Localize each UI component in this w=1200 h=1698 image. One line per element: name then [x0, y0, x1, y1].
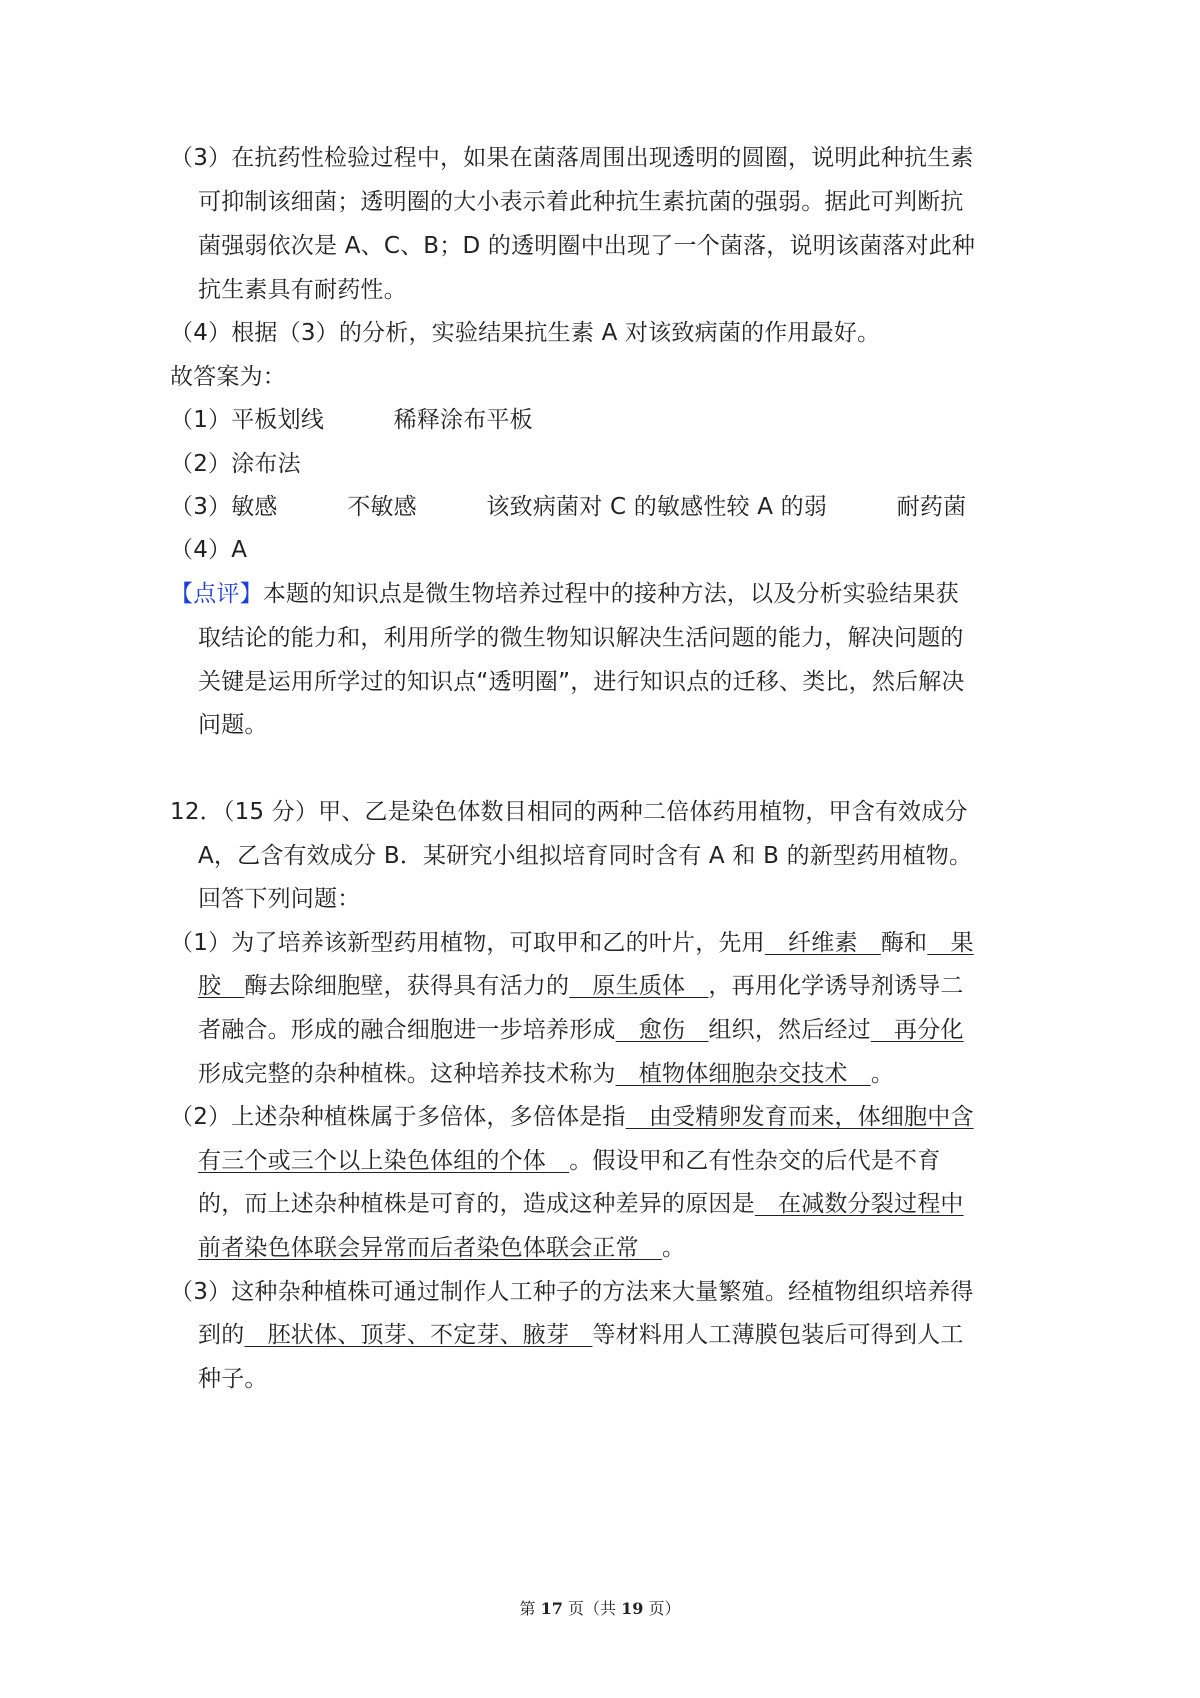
text-span: 等材料用人工薄膜包装后可得到人工 [592, 1322, 964, 1348]
answer-blank: 愈伤 [615, 1017, 709, 1043]
text-span: 形成完整的杂种植株。这种培养技术称为 [198, 1061, 616, 1087]
text-span: （1）为了培养该新型药用植物，可取甲和乙的叶片，先用 [170, 930, 765, 956]
analysis-3-line-4: 抗生素具有耐药性。 [198, 277, 407, 303]
comment-line-2: 取结论的能力和，利用所学的微生物知识解决生活问题的能力，解决问题的 [198, 625, 964, 651]
analysis-3-line-2: 可抑制该细菌；透明圈的大小表示着此种抗生素抗菌的强弱。据此可判断抗 [198, 189, 964, 215]
footer-text: 页） [643, 1599, 681, 1618]
q12-part-2-line-3 [198, 1189, 964, 1219]
answer-3: （3）敏感 不敏感 该致病菌对 C 的敏感性较 A 的弱 耐药菌 [170, 494, 967, 520]
answer-label: 故答案为： [170, 364, 286, 390]
analysis-4-line: （4）根据（3）的分析，实验结果抗生素 A 对该致病菌的作用最好。 [170, 320, 881, 346]
q12-part-2-line-4 [198, 1233, 685, 1263]
comment-line-4: 问题。 [198, 712, 268, 738]
answer-1: （1）平板划线 稀释涂布平板 [170, 407, 533, 433]
q12-part-3-line-1: （3）这种杂种植株可通过制作人工种子的方法来大量繁殖。经植物组织培养得 [170, 1279, 974, 1305]
analysis-3-line-3: 菌强弱依次是 A、C、B；D 的透明圈中出现了一个菌落，说明该菌落对此种 [198, 233, 976, 259]
text-span: 者融合。形成的融合细胞进一步培养形成 [198, 1017, 616, 1043]
footer-text: 第 [519, 1599, 541, 1618]
analysis-3-line-1: （3）在抗药性检验过程中，如果在菌落周围出现透明的圆圈，说明此种抗生素 [170, 145, 974, 171]
comment-text-1: 本题的知识点是微生物培养过程中的接种方法，以及分析实验结果获 [262, 581, 959, 607]
answer-blank: 果 [927, 930, 974, 956]
text-span: 。 [662, 1235, 686, 1261]
answer-blank: 纤维素 [764, 930, 881, 956]
q12-part-1-line-1 [170, 928, 974, 958]
page-footer [0, 1596, 1200, 1619]
q12-part-2-line-1 [170, 1102, 974, 1132]
text-span: 酶去除细胞壁，获得具有活力的 [244, 973, 570, 999]
answer-4: （4）A [170, 537, 248, 563]
q12-part-1-line-4 [198, 1059, 894, 1089]
question-12-line-3: 回答下列问题： [198, 886, 361, 912]
text-span: 组织，然后经过 [708, 1017, 871, 1043]
text-span: 的，而上述杂种植株是可育的，造成这种差异的原因是 [198, 1191, 755, 1217]
answer-blank: 胶 [198, 973, 245, 999]
answer-blank: 有三个或三个以上染色体组的个体 [198, 1148, 570, 1174]
answer-blank: 胚状体、顶芽、不定芽、腋芽 [244, 1322, 593, 1348]
answer-blank: 前者染色体联会异常而后者染色体联会正常 [198, 1235, 662, 1261]
answer-2: （2）涂布法 [170, 451, 301, 477]
text-span: ，再用化学诱导剂诱导二 [708, 973, 964, 999]
footer-text: 页（共 [562, 1599, 622, 1618]
q12-part-2-line-2 [198, 1146, 940, 1176]
text-span: 。假设甲和乙有性杂交的后代是不育 [569, 1148, 941, 1174]
q12-part-1-line-3 [198, 1015, 964, 1045]
answer-blank: 再分化 [870, 1017, 964, 1043]
answer-blank: 原生质体 [569, 973, 709, 999]
text-span: 。 [870, 1061, 895, 1087]
page-number: 17 [540, 1599, 563, 1618]
q12-part-3-line-2 [198, 1320, 964, 1350]
answer-blank: 由受精卵发育而来，体细胞中含 [625, 1104, 974, 1130]
comment-line-1 [170, 579, 959, 609]
q12-part-1-line-2 [198, 971, 964, 1001]
text-span: 酶和 [880, 930, 928, 956]
q12-part-3-line-3: 种子。 [198, 1366, 268, 1392]
page-total: 19 [621, 1599, 644, 1618]
text-span: （2）上述杂种植株属于多倍体，多倍体是指 [170, 1104, 626, 1130]
comment-tag: 【点评】 [170, 581, 263, 607]
question-12-line-1: 12．（15 分）甲、乙是染色体数目相同的两种二倍体药用植物，甲含有效成分 [170, 799, 968, 825]
question-12-line-2: A，乙含有效成分 B．某研究小组拟培育同时含有 A 和 B 的新型药用植物。 [198, 843, 973, 869]
text-span: 到的 [198, 1322, 245, 1348]
comment-line-3: 关键是运用所学过的知识点“透明圈”，进行知识点的迁移、类比，然后解决 [198, 669, 965, 695]
answer-blank: 植物体细胞杂交技术 [615, 1061, 871, 1087]
answer-blank: 在减数分裂过程中 [754, 1191, 964, 1217]
